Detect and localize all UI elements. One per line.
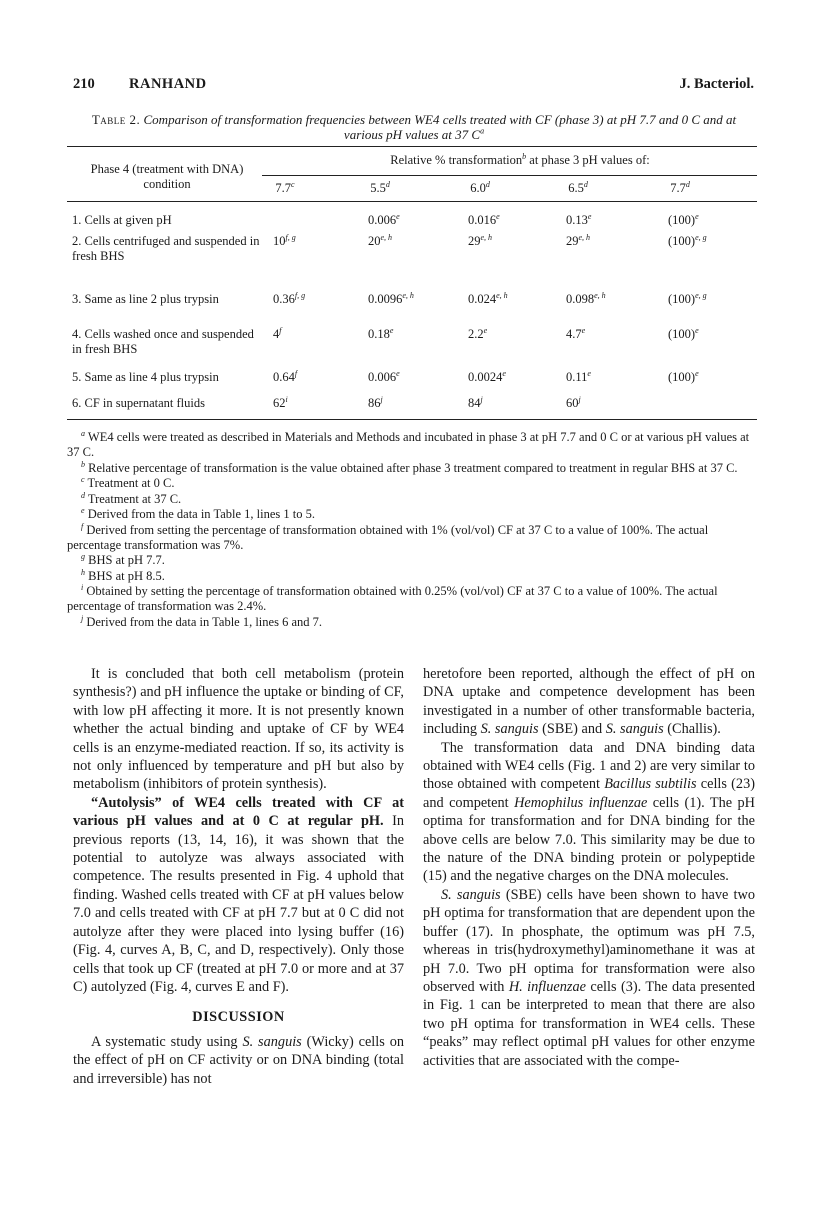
column-header-value: 7.7 <box>670 181 686 195</box>
column-header <box>255 181 315 196</box>
table-cell <box>468 292 508 307</box>
table-cell <box>468 396 483 411</box>
discussion-heading: DISCUSSION <box>192 1009 285 1026</box>
cell-sup: e <box>496 211 500 221</box>
cell-sup: e <box>695 325 699 335</box>
footnote-text: BHS at pH 7.7. <box>85 553 165 567</box>
footnote-mark: d <box>81 490 85 500</box>
species-name: S. sanguis <box>441 886 501 903</box>
footnote-mark: f <box>81 521 84 531</box>
cell-sup: f <box>294 368 298 378</box>
column-header <box>650 181 710 196</box>
table-row-label: 6. CF in supernatant fluids <box>72 396 205 410</box>
group-header-tail: at phase 3 pH values of: <box>526 153 650 167</box>
cell-value: (100) <box>668 327 696 341</box>
column-header-value: 6.5 <box>568 181 584 195</box>
cell-value: 0.0096 <box>368 292 403 306</box>
paragraph-ph-optima <box>423 886 755 1070</box>
table-footnote <box>67 507 757 522</box>
rc-p1-b: (SBE) and <box>538 721 606 738</box>
cell-sup: e, h <box>496 290 508 300</box>
table-footnote <box>67 584 757 614</box>
rc-p2-c: cells (1). The pH optima for transformation and for DNA binding for the above cells are below 7.0. This similarity may be due to the nature of the DNA binding protein or polypeptide (15) and the negative charges on the DNA molecules. <box>423 794 756 885</box>
footnote-text: Derived from the data in Table 1, lines 6 and 7. <box>83 614 322 629</box>
paragraph-discussion <box>73 1033 404 1088</box>
table-cell <box>273 396 288 411</box>
cell-value: 29 <box>468 234 481 248</box>
column-header-sup: d <box>583 179 588 189</box>
table-top-rule <box>67 146 757 147</box>
table-label: Table 2. <box>91 112 141 127</box>
cell-sup: e <box>396 368 400 378</box>
cell-value: 62 <box>273 396 286 410</box>
disc-text-a: A systematic study using <box>91 1033 243 1050</box>
running-author: RANHAND <box>129 76 207 92</box>
cell-sup: e, h <box>380 232 393 242</box>
footnote-text: Relative percentage of transformation is the value obtained after phase 3 treatment compared to treatment in regular BHS at 37 C. <box>85 460 738 475</box>
cell-sup: j <box>380 394 383 404</box>
column-header-sup: c <box>291 179 295 189</box>
cell-sup: e <box>587 211 592 221</box>
cell-sup: j <box>578 394 581 404</box>
table-row-label: 4. Cells washed once and suspended in fresh BHS <box>72 327 254 356</box>
table-footnote <box>67 569 757 584</box>
cell-value: 4 <box>273 327 280 341</box>
running-header <box>73 76 754 96</box>
cell-sup: e <box>483 325 488 335</box>
cell-value: 0.11 <box>566 370 588 384</box>
paragraph-transformation-data <box>423 739 755 886</box>
table-cell <box>273 234 296 249</box>
column-header-sup: d <box>385 179 390 189</box>
rc-p1-a: heretofore been reported, although the effect of pH on DNA uptake and competence development has been investigated in a number of other transformable bacteria, including <box>423 666 755 738</box>
table-footnote <box>67 492 757 507</box>
paragraph-conclusion: It is concluded that both cell metabolism (protein synthesis?) and pH influence the uptake or binding of CF, with low pH affecting it more. It is not presently known whether the actual binding and uptake of CF by WE4 cells is an enzyme-mediated reaction. If so, its activity is not only influenced by temperature and pH but also by metabolism (inhibitors of protein synthesis). <box>73 666 404 793</box>
column-header <box>548 181 608 196</box>
cell-sup: f <box>279 325 282 335</box>
table-footnote <box>67 461 757 476</box>
table-cell <box>468 234 492 249</box>
table-footnote <box>67 615 757 630</box>
table-cell <box>468 213 500 228</box>
cell-value: 84 <box>468 396 481 410</box>
species-name: Bacillus subtilis <box>604 776 697 793</box>
cell-sup: e, g <box>695 290 707 300</box>
table-title: Comparison of transformation frequencies between WE4 cells treated with CF (phase 3) at pH 7.7 and 0 C and at various pH values at 37 C <box>143 112 737 142</box>
cell-value: 29 <box>566 234 579 248</box>
footnote-text: Treatment at 0 C. <box>84 476 175 490</box>
left-column <box>73 665 404 1088</box>
column-header-value: 7.7 <box>275 181 292 195</box>
journal-name: J. Bacteriol. <box>679 76 754 92</box>
group-header-text: Relative % transformation <box>390 153 523 167</box>
table-row-label: 2. Cells centrifuged and suspended in fresh BHS <box>72 234 260 263</box>
species-name: S. sanguis <box>605 721 664 738</box>
disc-text-b: (Wicky) cells on the effect of pH on CF activity or on DNA binding (total and irreversible) has not <box>73 1033 404 1087</box>
table-row-label: 1. Cells at given pH <box>72 213 172 227</box>
table-cell <box>668 370 699 385</box>
footnote-text: Obtained by setting the percentage of transformation obtained with 0.25% (vol/vol) CF at 37 C to a value of 100%. The actual percentage of transformation was 2.4%. <box>67 584 718 613</box>
table-cell <box>668 327 699 342</box>
species-name: H. influenzae <box>508 978 586 995</box>
cell-sup: e <box>581 325 586 335</box>
right-column <box>423 665 755 1070</box>
species-name: S. sanguis <box>480 721 539 738</box>
table-row-label: 5. Same as line 4 plus trypsin <box>72 370 219 384</box>
cell-value: 0.016 <box>468 213 497 227</box>
cell-value: 60 <box>566 396 579 410</box>
cell-sup: f, g <box>285 232 296 242</box>
column-header-value: 6.0 <box>470 181 486 195</box>
footnote-mark: c <box>81 474 85 484</box>
cell-sup: e <box>389 325 394 335</box>
table-cell <box>566 292 606 307</box>
footnote-mark: h <box>81 567 85 577</box>
cell-sup: j <box>480 394 483 404</box>
cell-value: 0.006 <box>368 213 397 227</box>
table-row-label: 3. Same as line 2 plus trypsin <box>72 292 219 306</box>
table-cell <box>368 370 400 385</box>
cell-value: 2.2 <box>468 327 484 341</box>
table-footnote <box>67 430 757 460</box>
rc-p3-a: (SBE) cells have been shown to have two pH optima for transformation that are dependent upon the buffer (17). In phosphate, the optimum was pH 7.5, whereas in tris(hydroxymethyl)aminomethane it was at pH 7.0. Two pH optima for transformation were also observed with <box>423 886 755 995</box>
table-footnotes <box>67 430 757 630</box>
column-header-sup: d <box>485 179 490 189</box>
paragraph-autolysis <box>73 794 404 996</box>
footnote-mark: b <box>81 459 85 469</box>
group-header-sup: b <box>522 151 527 161</box>
footnote-text: Treatment at 37 C. <box>85 491 182 506</box>
cell-sup: e, h <box>480 232 493 242</box>
page-number: 210 <box>73 76 95 92</box>
table-cell <box>368 396 383 411</box>
table-cell <box>668 292 707 307</box>
table-caption <box>74 112 754 142</box>
table-cell <box>566 213 591 228</box>
table-cell <box>368 234 392 249</box>
rc-p2-a: The transformation data and DNA binding data obtained with WE4 cells (Fig. 1 and 2) are very similar to those obtained with competent <box>423 739 755 793</box>
cell-value: 0.18 <box>368 327 390 341</box>
table-cell <box>566 327 585 342</box>
cell-value: (100) <box>668 213 696 227</box>
footnote-text: WE4 cells were treated as described in Materials and Methods and incubated in phase 3 at pH 7.7 and 0 C or at various pH values at 37 C. <box>67 430 750 459</box>
cell-sup: e <box>587 368 591 378</box>
table-cell <box>368 213 400 228</box>
column-header <box>350 181 410 196</box>
table-title-sup: a <box>480 126 485 136</box>
cell-value: 0.36 <box>273 292 295 306</box>
cell-value: 0.024 <box>468 292 497 306</box>
autolysis-heading: “Autolysis” of WE4 cells treated with CF at various pH values and at 0 C at regular pH. <box>73 794 404 830</box>
table-footnote <box>67 476 757 491</box>
cell-value: 0.098 <box>566 292 595 306</box>
cell-sup: e <box>502 368 506 378</box>
cell-value: (100) <box>668 234 696 248</box>
table-footnote <box>67 523 757 553</box>
table-cell <box>273 370 297 385</box>
table-cell <box>273 327 281 342</box>
cell-value: 10 <box>273 234 286 248</box>
footnote-mark: j <box>81 613 84 623</box>
rc-p3-b: cells (3). The data presented in Fig. 1 can be interpreted to mean that there are also two pH optima for transformation in WE4 cells. These “peaks” may reflect optimal pH values for other enzyme activities that are associated with the compe- <box>423 978 755 1069</box>
table-cell <box>468 370 506 385</box>
cell-sup: e, h <box>578 232 591 242</box>
table-cell <box>468 327 487 342</box>
group-header <box>285 153 755 168</box>
cell-value: 0.006 <box>368 370 397 384</box>
cell-value: 0.64 <box>273 370 295 384</box>
cell-sup: e <box>695 211 699 221</box>
column-header-rule <box>262 175 757 176</box>
footnote-text: Derived from setting the percentage of transformation obtained with 1% (vol/vol) CF at 37 C to a value of 100%. The actual percentage transformation was 7%. <box>67 522 709 552</box>
table-cell <box>368 292 414 307</box>
cell-sup: i <box>285 394 288 404</box>
footnote-mark: e <box>81 505 85 515</box>
table-cell <box>368 327 393 342</box>
cell-value: 0.13 <box>566 213 588 227</box>
cell-sup: e <box>396 211 400 221</box>
column-header-bottom-rule <box>67 201 757 202</box>
cell-sup: f, g <box>294 290 306 300</box>
footnote-text: BHS at pH 8.5. <box>85 568 165 583</box>
table-cell <box>566 234 590 249</box>
cell-value: (100) <box>668 370 696 384</box>
table-bottom-rule <box>67 419 757 420</box>
table-cell <box>566 370 591 385</box>
rc-p1-c: (Challis). <box>663 721 721 738</box>
cell-value: 4.7 <box>566 327 582 341</box>
autolysis-body: In previous reports (13, 14, 16), it was shown that the potential to autolyze was always associated with competence. The results presented in Fig. 4 uphold that finding. Washed cells treated with CF at pH values below 7.0 and cells treated with CF at pH 7.7 but at 0 C did not autolyze after they were placed into lysing buffer (16) (Fig. 4, curves A, B, C, and D, respectively). Only those cells that took up CF (treated at pH 7.0 or more and at 37 C) autolyzed (Fig. 4, curves E and F). <box>73 813 404 995</box>
table-cell <box>668 234 707 249</box>
cell-sup: e, h <box>594 290 606 300</box>
row-header: Phase 4 (treatment with DNA) condition <box>90 162 244 191</box>
cell-value: (100) <box>668 292 696 306</box>
column-header-sup: d <box>685 179 690 189</box>
column-header <box>450 181 510 196</box>
cell-value: 86 <box>368 396 381 410</box>
footnote-mark: i <box>81 582 84 592</box>
species-name: S. sanguis <box>242 1033 302 1050</box>
table-cell <box>566 396 581 411</box>
paragraph-continued <box>423 665 755 739</box>
footnote-mark: a <box>81 428 85 438</box>
cell-value: 20 <box>368 234 381 248</box>
table-cell <box>668 213 699 228</box>
cell-sup: e, h <box>402 290 414 300</box>
column-header-value: 5.5 <box>370 181 386 195</box>
rc-p2-b: cells (23) and competent <box>423 776 755 811</box>
footnote-text: Derived from the data in Table 1, lines 1 to 5. <box>84 507 315 521</box>
table-footnote <box>67 553 757 568</box>
species-name: Hemophilus influenzae <box>514 794 648 811</box>
footnote-mark: g <box>81 551 85 561</box>
cell-sup: e <box>695 368 699 378</box>
cell-sup: e, g <box>695 232 707 242</box>
table-cell <box>273 292 305 307</box>
cell-value: 0.0024 <box>468 370 503 384</box>
